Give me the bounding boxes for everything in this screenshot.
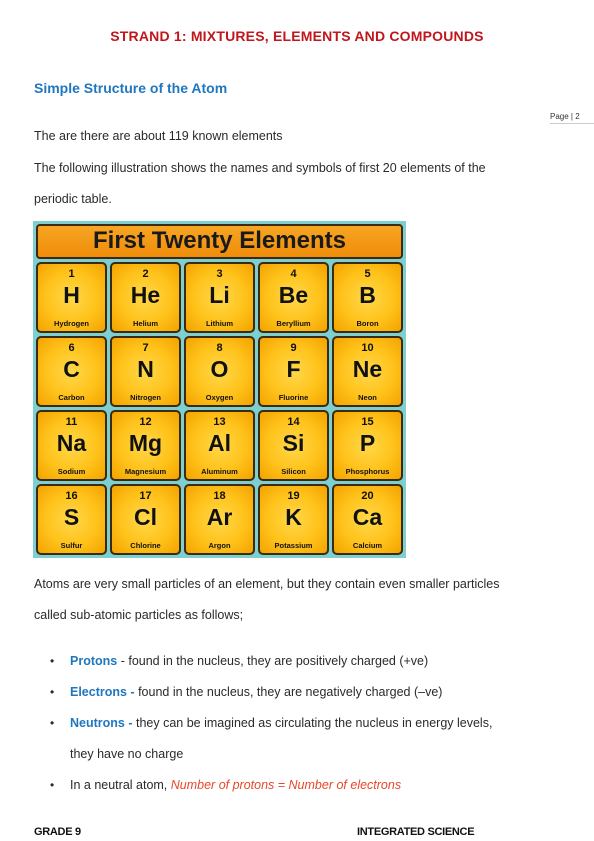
atomic-number: 9 (290, 342, 297, 354)
body-line-1: Atoms are very small particles of an element, but they contain even smaller particles (34, 577, 500, 591)
first-twenty-elements-figure (33, 221, 406, 558)
element-symbol: Mg (128, 430, 163, 456)
element-tile (110, 484, 181, 555)
element-symbol: Cl (134, 504, 157, 530)
element-tile (332, 484, 403, 555)
element-name: Magnesium (124, 467, 167, 476)
atomic-number: 10 (361, 342, 374, 354)
atomic-number: 1 (68, 268, 75, 280)
atomic-number: 6 (68, 342, 75, 354)
element-tile (332, 262, 403, 333)
strand-title: STRAND 1: MIXTURES, ELEMENTS AND COMPOUNDS (110, 28, 484, 44)
bullet-icon: • (50, 778, 55, 792)
element-name: Hydrogen (53, 319, 89, 328)
atomic-number: 16 (65, 490, 78, 502)
element-symbol: Ne (352, 356, 383, 382)
figure-title: First Twenty Elements (36, 224, 403, 259)
element-name: Sodium (57, 467, 86, 476)
atomic-number: 15 (361, 416, 374, 428)
element-symbol: Ca (352, 504, 383, 530)
neutral-atom-equation: Number of protons = Number of electrons (170, 778, 402, 792)
element-name: Neon (358, 393, 377, 402)
atomic-number: 19 (287, 490, 300, 502)
element-tile (184, 336, 255, 407)
section-title: Simple Structure of the Atom (34, 80, 228, 96)
atomic-number: 7 (142, 342, 149, 354)
neutral-atom-prefix: In a neutral atom, (70, 778, 171, 792)
atomic-number: 13 (213, 416, 226, 428)
intro-line-1: The are there are about 119 known elements (34, 129, 283, 143)
atomic-number: 3 (216, 268, 223, 280)
element-tile (36, 484, 107, 555)
intro-line-2: The following illustration shows the names and symbols of first 20 elements of the (34, 161, 486, 175)
footer-subject: INTEGRATED SCIENCE (357, 826, 475, 838)
element-tile (258, 410, 329, 481)
element-symbol: N (137, 356, 154, 382)
term-electrons: Electrons - (70, 685, 135, 699)
atomic-number: 8 (216, 342, 223, 354)
element-tile (258, 336, 329, 407)
element-symbol: O (210, 356, 229, 382)
element-tile (110, 410, 181, 481)
intro-line-3: periodic table. (34, 192, 112, 206)
element-symbol: Si (282, 430, 305, 456)
atomic-number: 12 (139, 416, 152, 428)
element-symbol: Al (208, 430, 231, 456)
element-tile (332, 336, 403, 407)
bullet-icon: • (50, 654, 55, 668)
atomic-number: 11 (65, 416, 78, 428)
atomic-number: 2 (142, 268, 149, 280)
bullet-icon: • (50, 716, 55, 730)
atomic-number: 20 (361, 490, 374, 502)
element-symbol: C (63, 356, 80, 382)
element-symbol: Li (209, 282, 230, 308)
bullet-icon: • (50, 685, 55, 699)
element-name: Argon (208, 541, 231, 550)
element-tile (184, 262, 255, 333)
element-tile (332, 410, 403, 481)
element-tile (184, 410, 255, 481)
element-name: Fluorine (278, 393, 309, 402)
element-tile (258, 262, 329, 333)
element-tile (184, 484, 255, 555)
element-name: Silicon (281, 467, 306, 476)
footer-grade: GRADE 9 (34, 826, 81, 838)
element-tile (258, 484, 329, 555)
element-name: Aluminum (201, 467, 238, 476)
body-line-2: called sub-atomic particles as follows; (34, 608, 244, 622)
element-symbol: Be (278, 282, 309, 308)
element-symbol: F (286, 356, 301, 382)
page-number: Page | 2 (550, 112, 594, 124)
element-name: Calcium (352, 541, 383, 550)
atomic-number: 17 (139, 490, 152, 502)
element-symbol: H (63, 282, 80, 308)
element-name: Boron (356, 319, 379, 328)
element-name: Lithium (205, 319, 234, 328)
protons-description: - found in the nucleus, they are positively charged (+ve) (117, 654, 429, 668)
element-symbol: K (285, 504, 302, 530)
element-tile (36, 410, 107, 481)
element-name: Helium (132, 319, 158, 328)
electrons-description: found in the nucleus, they are negatively charged (–ve) (134, 685, 443, 699)
element-tile (110, 336, 181, 407)
element-tile (36, 262, 107, 333)
element-symbol: He (130, 282, 161, 308)
element-name: Phosphorus (345, 467, 390, 476)
atomic-number: 4 (290, 268, 297, 280)
atomic-number: 5 (364, 268, 371, 280)
element-name: Oxygen (205, 393, 234, 402)
element-name: Chlorine (130, 541, 161, 550)
neutrons-charge-text: they have no charge (70, 747, 184, 761)
element-name: Potassium (274, 541, 313, 550)
element-name: Sulfur (60, 541, 83, 550)
element-symbol: P (359, 430, 376, 456)
element-name: Carbon (58, 393, 85, 402)
neutrons-description: they can be imagined as circulating the nucleus in energy levels, (132, 716, 493, 730)
atomic-number: 14 (287, 416, 300, 428)
element-tile (110, 262, 181, 333)
element-symbol: Na (56, 430, 87, 456)
element-name: Beryllium (276, 319, 311, 328)
element-symbol: B (359, 282, 376, 308)
term-neutrons: Neutrons - (70, 716, 133, 730)
term-protons: Protons (70, 654, 118, 668)
element-name: Nitrogen (130, 393, 161, 402)
element-symbol: Ar (206, 504, 233, 530)
element-tile (36, 336, 107, 407)
atomic-number: 18 (213, 490, 226, 502)
element-symbol: S (63, 504, 80, 530)
